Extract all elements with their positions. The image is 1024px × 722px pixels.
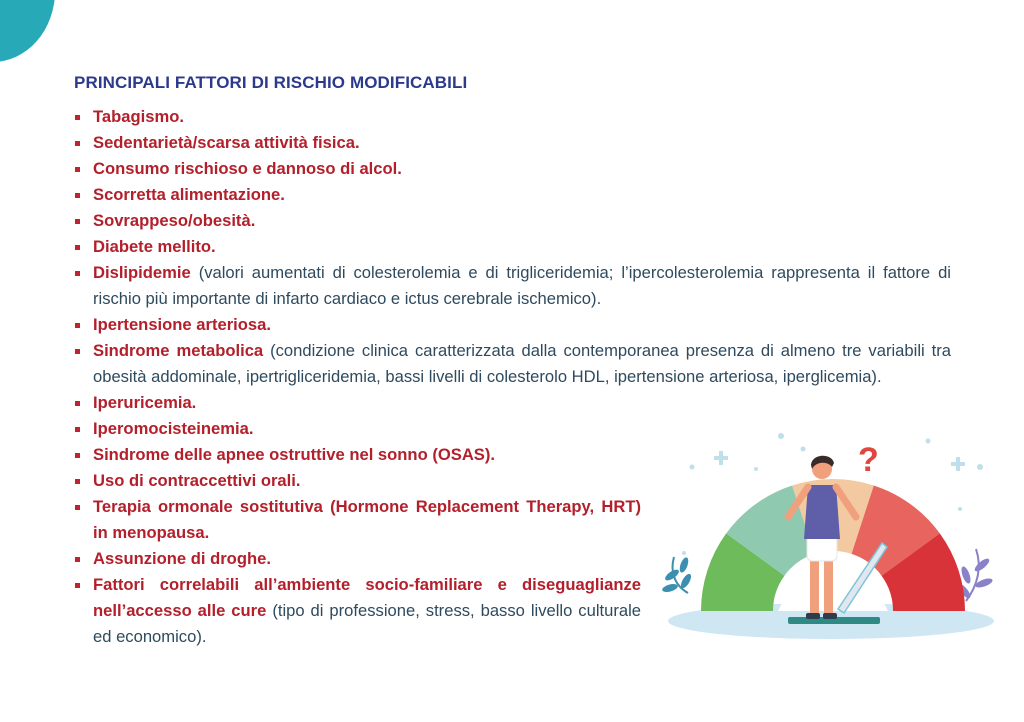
list-item xyxy=(74,546,641,572)
list-item xyxy=(74,104,951,130)
item-keyword: Consumo rischioso e dannoso di alcol. xyxy=(93,159,402,178)
list-item xyxy=(74,208,951,234)
list-item xyxy=(74,156,951,182)
list-item xyxy=(74,572,641,650)
item-keyword: Sindrome metabolica xyxy=(93,341,264,360)
item-keyword: Tabagismo. xyxy=(93,107,184,126)
item-keyword: Scorretta alimentazione. xyxy=(93,185,285,204)
page-title: PRINCIPALI FATTORI DI RISCHIO MODIFICABILI xyxy=(74,73,468,92)
list-item xyxy=(74,494,641,546)
item-keyword: Sovrappeso/obesità. xyxy=(93,211,256,230)
list-item xyxy=(74,390,951,416)
item-keyword: Fattori correlabili all’ambiente socio-familiare e diseguaglianze nell’accesso alle cure xyxy=(93,575,641,620)
item-keyword: Sedentarietà/scarsa attività fisica. xyxy=(93,133,360,152)
leaf-left-icon xyxy=(661,556,693,593)
risk-gauge-illustration xyxy=(660,425,1000,655)
item-keyword: Uso di contraccettivi orali. xyxy=(93,471,301,490)
list-item xyxy=(74,234,951,260)
item-keyword: Ipertensione arteriosa. xyxy=(93,315,271,334)
list-item xyxy=(74,442,641,468)
item-detail: (condizione clinica caratterizzata dalla contemporanea presenza di almeno tre variabili tra obesità addominale, ipertrigliceridemia, bassi livelli di colesterolo HDL, ipertensione arteriosa, iperglicemia). xyxy=(93,341,951,386)
list-item xyxy=(74,130,951,156)
item-keyword: Dislipidemie xyxy=(93,263,191,282)
list-item xyxy=(74,312,951,338)
list-item xyxy=(74,182,951,208)
item-keyword: Diabete mellito. xyxy=(93,237,216,256)
list-item xyxy=(74,260,951,312)
item-keyword: Terapia ormonale sostitutiva (Hormone Replacement Therapy, HRT) in menopausa. xyxy=(93,497,641,542)
item-detail: (tipo di professione, stress, basso livello culturale ed economico). xyxy=(93,601,642,646)
list-item xyxy=(74,338,951,390)
item-detail: (valori aumentati di colesterolemia e di trigliceridemia; l’ipercolesterolemia rappresenta il fattore di rischio più importante di infarto cardiaco e ictus cerebrale ischemico). xyxy=(93,263,951,308)
question-mark: ? xyxy=(858,441,879,479)
item-keyword: Sindrome delle apnee ostruttive nel sonno (OSAS). xyxy=(93,445,496,464)
list-item xyxy=(74,416,641,442)
corner-decoration xyxy=(0,0,55,62)
item-keyword: Assunzione di droghe. xyxy=(93,549,271,568)
list-item xyxy=(74,468,641,494)
item-keyword: Iperuricemia. xyxy=(93,393,197,412)
item-keyword: Iperomocisteinemia. xyxy=(93,419,254,438)
